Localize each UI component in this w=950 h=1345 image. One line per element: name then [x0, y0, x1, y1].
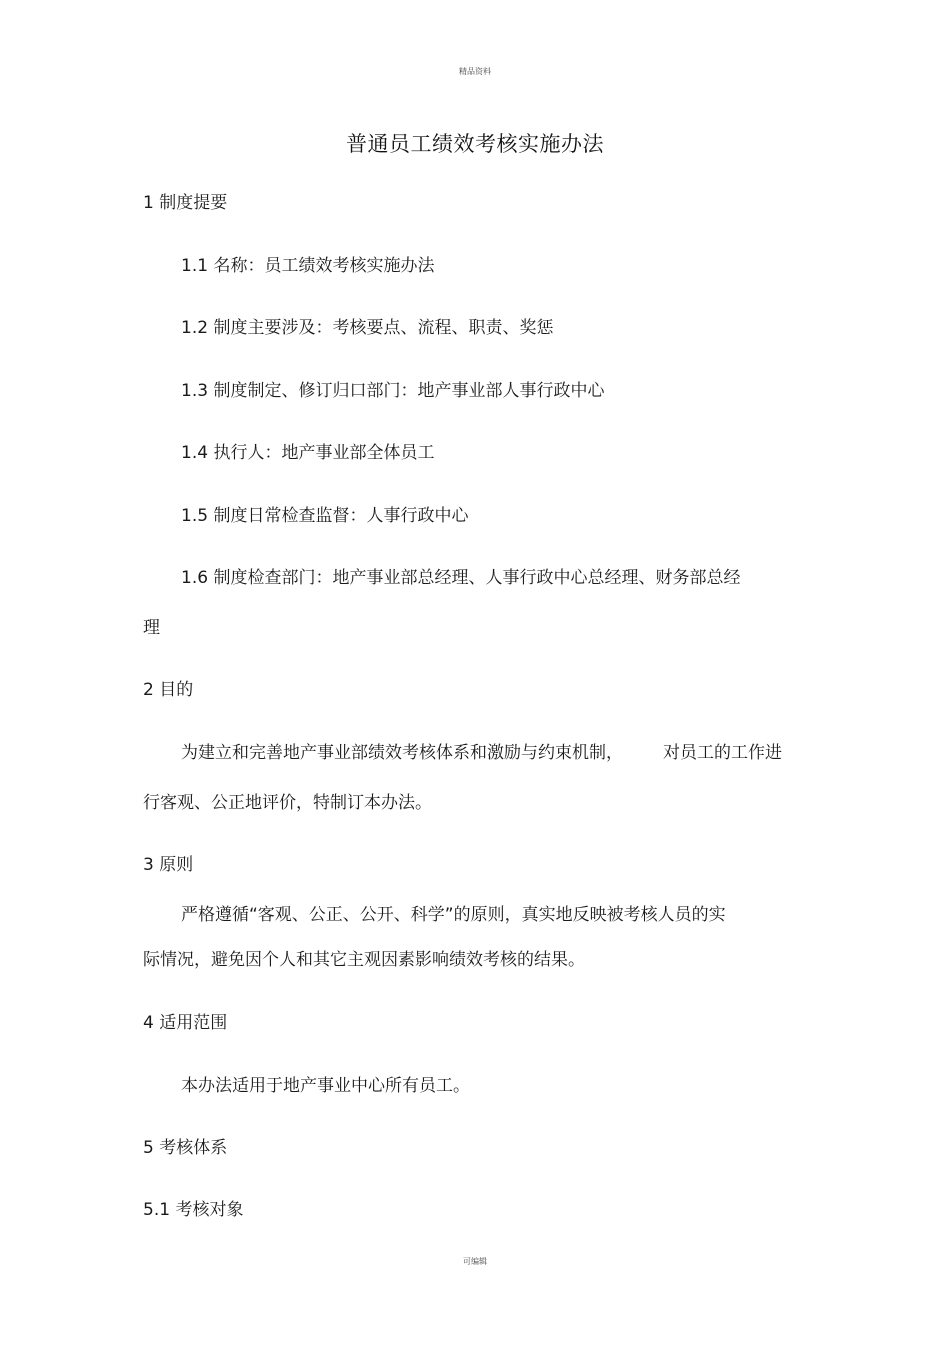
- item-1-6-line-1: 1.6 制度检查部门：地产事业部总经理、人事行政中心总经理、财务部总经: [181, 568, 741, 588]
- item-1-2: 1.2 制度主要涉及：考核要点、流程、职责、奖惩: [181, 318, 554, 338]
- section-2-paragraph-part-b: 对员工的工作进: [663, 743, 782, 763]
- section-2-heading: 2 目的: [143, 680, 194, 700]
- document-title: 普通员工绩效考核实施办法: [346, 132, 604, 156]
- page-header: 精品资料: [459, 67, 491, 76]
- section-5-1-heading: 5.1 考核对象: [143, 1200, 244, 1220]
- section-3-paragraph-line-1: 严格遵循“客观、公正、公开、科学”的原则，真实地反映被考核人员的实: [181, 905, 726, 925]
- section-4-paragraph: 本办法适用于地产事业中心所有员工。: [181, 1076, 470, 1096]
- page-footer: 可编辑: [463, 1257, 487, 1266]
- section-2-paragraph-line-1: [181, 742, 782, 764]
- section-1-heading: 1 制度提要: [143, 193, 228, 213]
- section-3-heading: 3 原则: [143, 855, 194, 875]
- item-1-6-line-2: 理: [143, 618, 160, 638]
- section-2-paragraph-line-2: 行客观、公正地评价，特制订本办法。: [143, 793, 432, 813]
- section-4-heading: 4 适用范围: [143, 1013, 228, 1033]
- section-5-heading: 5 考核体系: [143, 1138, 228, 1158]
- item-1-4: 1.4 执行人：地产事业部全体员工: [181, 443, 435, 463]
- item-1-1: 1.1 名称：员工绩效考核实施办法: [181, 256, 435, 276]
- section-2-paragraph-part-a: 为建立和完善地产事业部绩效考核体系和激励与约束机制，: [181, 743, 623, 763]
- item-1-5: 1.5 制度日常检查监督：人事行政中心: [181, 506, 469, 526]
- section-3-paragraph-line-2: 际情况，避免因个人和其它主观因素影响绩效考核的结果。: [143, 950, 585, 970]
- item-1-3: 1.3 制度制定、修订归口部门：地产事业部人事行政中心: [181, 381, 605, 401]
